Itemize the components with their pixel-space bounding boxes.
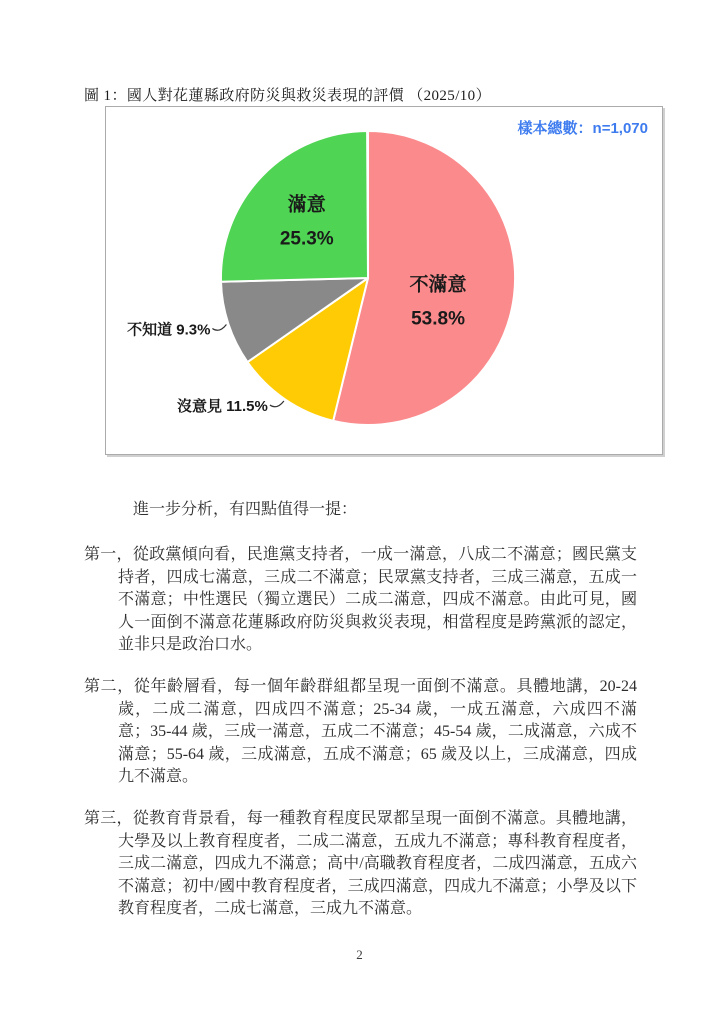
slice-label-不滿意: 不滿意	[409, 274, 467, 296]
intro-paragraph: 進一步分析，有四點值得一提：	[133, 501, 358, 518]
figure-title: 圖 1：國人對花蓮縣政府防災與救災表現的評價 （2025/10）	[84, 88, 491, 104]
leader-line-沒意見	[270, 401, 284, 407]
pie-chart-box	[105, 106, 663, 455]
slice-label-沒意見: 沒意見 11.5%	[176, 397, 268, 415]
slice-value-滿意: 25.3%	[279, 228, 334, 250]
analysis-paragraph-3: 第三，從教育背景看，每一種教育程度民眾都呈現一面倒不滿意。具體地講，大學及以上教育程度者，二成二滿意，五成九不滿意；專科教育程度者，三成二滿意，四成九不滿意；高中/高職教育程度者，二成四滿意，五成六不滿意；初中/國中教育程度者，三成四滿意，四成九不滿意；小學及以下教育程度者，二成七滿意，三成九不滿意。	[84, 810, 637, 918]
analysis-paragraph-1: 第一，從政黨傾向看，民進黨支持者，一成一滿意，八成二不滿意；國民黨支持者，四成七滿意，三成二不滿意；民眾黨支持者，三成三滿意，五成一不滿意；中性選民（獨立選民）二成二滿意，四成不滿意。由此可見，國人一面倒不滿意花蓮縣政府防災與救災表現，相當程度是跨黨派的認定，並非只是政治口水。	[84, 546, 637, 654]
slice-label-滿意: 滿意	[287, 194, 326, 216]
leader-line-不知道	[212, 325, 226, 331]
sample-size-note: 樣本總數：n=1,070	[517, 120, 648, 137]
slice-label-不知道: 不知道 9.3%	[127, 321, 211, 339]
pie-chart-svg	[106, 107, 662, 454]
analysis-text	[84, 499, 637, 941]
page-number: 2	[356, 947, 363, 962]
analysis-paragraph-2: 第二，從年齡層看，每一個年齡群組都呈現一面倒不滿意。具體地講，20-24 歲，二成二滿意，四成四不滿意；25-34 歲，一成五滿意，六成四不滿意；35-44 歲，三成一滿意，五成二不滿意；45-54 歲，二成滿意，六成不滿意；55-64 歲，三成滿意，五成不滿意；65 歲及以上，三成滿意，四成九不滿意。	[84, 678, 637, 786]
slice-value-不滿意: 53.8%	[411, 308, 465, 330]
